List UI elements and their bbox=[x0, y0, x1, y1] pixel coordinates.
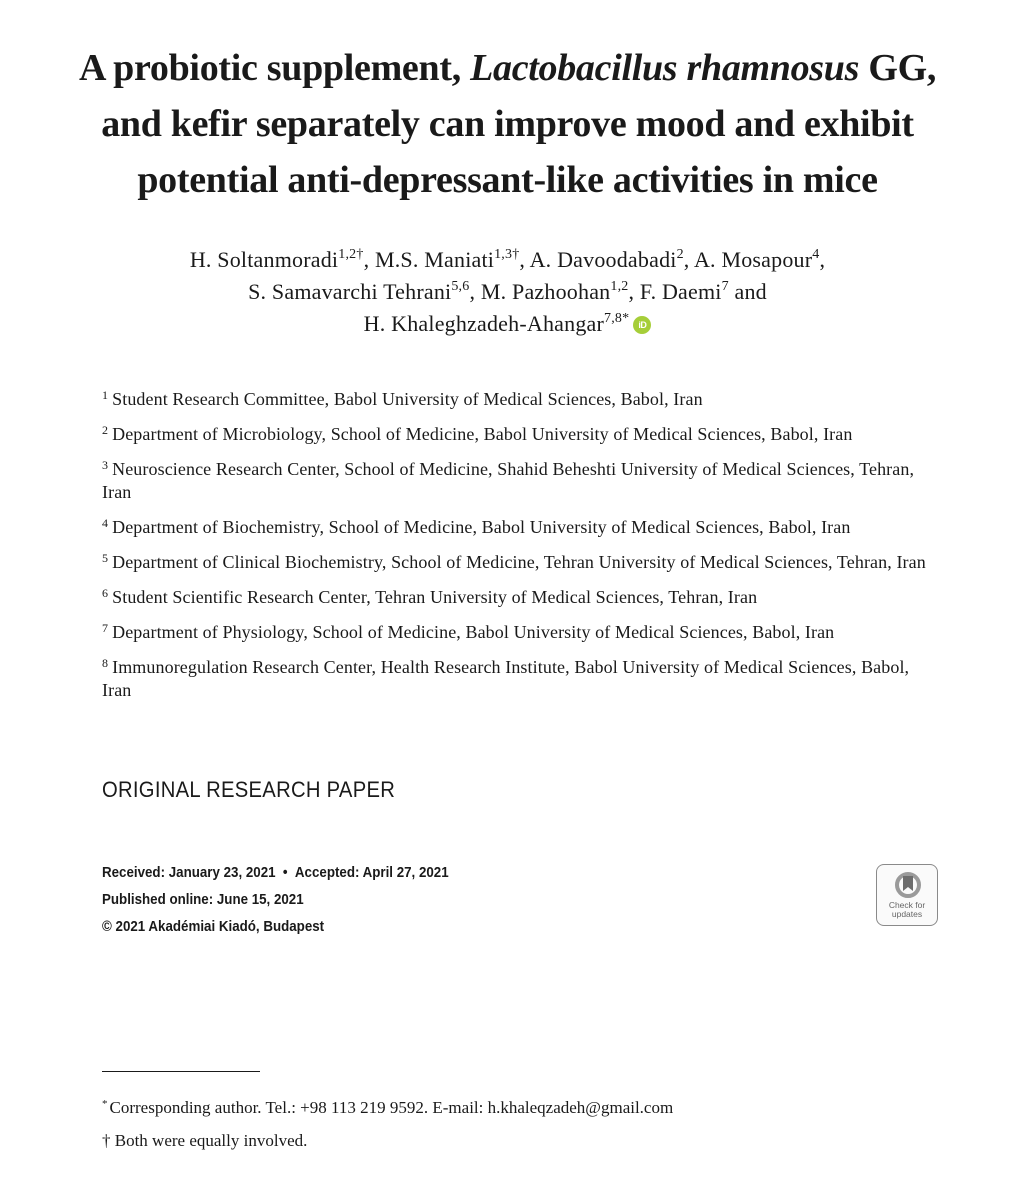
title-text: A probiotic supplement, bbox=[78, 47, 471, 89]
title-line-3: potential anti-depressant-like activities in mice bbox=[137, 159, 878, 201]
corresponding-mark: * bbox=[622, 311, 630, 326]
affiliation-item: $^8$ Immunoregulation Research Center, Health Research Institute, Babol University of Medical Sciences, Babol, Iran bbox=[102, 656, 910, 700]
author-affiliation-marks: 1,2 bbox=[610, 279, 629, 294]
title-text: GG, bbox=[859, 47, 937, 89]
affiliation-item: $^2$ Department of Microbiology, School of Medicine, Babol University of Medical Sciences, Babol, Iran bbox=[102, 423, 853, 444]
check-for-updates-label: Check for updates bbox=[888, 900, 926, 919]
paper-type-label: ORIGINAL RESEARCH PAPER bbox=[102, 777, 396, 802]
author-name: S. Samavarchi Tehrani bbox=[248, 279, 452, 304]
author-name: A. Davoodabadi bbox=[529, 247, 677, 272]
article-title bbox=[40, 40, 975, 208]
affiliation-item: $^1$ Student Research Committee, Babol University of Medical Sciences, Babol, Iran bbox=[102, 388, 703, 409]
author-affiliation-marks: 2 bbox=[676, 247, 684, 262]
footnotes bbox=[102, 1096, 932, 1162]
title-line-2: and kefir separately can improve mood and exhibit bbox=[101, 103, 914, 145]
author-affiliation-marks: 7,8* bbox=[604, 311, 630, 326]
affiliation-item: $^3$ Neuroscience Research Center, School of Medicine, Shahid Beheshti University of Medical Sciences, Tehran, Iran bbox=[102, 458, 915, 502]
check-for-updates-icon bbox=[894, 871, 922, 899]
equal-contribution-footnote: † Both were equally involved. bbox=[102, 1131, 308, 1150]
author-name: M.S. Maniati bbox=[374, 247, 495, 272]
title-species-name: Lactobacillus rhamnosus bbox=[470, 47, 860, 89]
publication-dates bbox=[102, 860, 449, 941]
affiliation-item: $^4$ Department of Biochemistry, School of Medicine, Babol University of Medical Sciences, Babol, Iran bbox=[102, 516, 851, 537]
author-line-3 bbox=[40, 308, 975, 340]
copyright-notice: © 2021 Akadémiai Kiadó, Budapest bbox=[102, 919, 325, 935]
accepted-date: Accepted: April 27, 2021 bbox=[294, 865, 449, 881]
footnote-divider bbox=[102, 1071, 260, 1072]
received-accepted-row bbox=[102, 860, 449, 887]
author-list bbox=[40, 244, 975, 340]
corresponding-author-footnote: * Corresponding author. Tel.: +98 113 219 9592. E-mail: h.khaleqzadeh@gmail.com bbox=[102, 1098, 674, 1117]
affiliation-item: $^5$ Department of Clinical Biochemistry, School of Medicine, Tehran University of Medical Sciences, Tehran, Iran bbox=[102, 551, 926, 572]
received-date: Received: January 23, 2021 bbox=[102, 865, 276, 881]
separator-bullet: • bbox=[282, 865, 288, 881]
author-line-2: S. Samavarchi Tehrani$^{5,6}$, M. Pazhoohan$^{1,2}$, F. Daemi$^7$ and bbox=[248, 279, 767, 304]
author-name: M. Pazhoohan bbox=[480, 279, 611, 304]
title-line-1 bbox=[40, 40, 975, 96]
orcid-icon[interactable]: iD bbox=[633, 316, 651, 334]
author-affiliation-marks: 1,3† bbox=[494, 247, 520, 262]
published-date: Published online: June 15, 2021 bbox=[102, 892, 304, 908]
affiliation-item: $^6$ Student Scientific Research Center, Tehran University of Medical Sciences, Tehran, Iran bbox=[102, 586, 758, 607]
affiliation-item: $^7$ Department of Physiology, School of Medicine, Babol University of Medical Sciences, Babol, Iran bbox=[102, 621, 835, 642]
author-line-1: H. Soltanmoradi$^{1,2\dagger}$, M.S. Maniati$^{1,3\dagger}$, A. Davoodabadi$^2$, A. Mosapour$^4$, bbox=[189, 247, 826, 272]
author-name: A. Mosapour bbox=[693, 247, 813, 272]
author-name: H. Soltanmoradi bbox=[189, 247, 339, 272]
author-name: F. Daemi bbox=[639, 279, 722, 304]
corresponding-author-name: H. Khaleghzadeh-Ahangar bbox=[363, 311, 605, 336]
author-affiliation-marks: 5,6 bbox=[451, 279, 470, 294]
check-for-updates-button[interactable] bbox=[876, 864, 938, 926]
author-affiliation-marks: 7 bbox=[721, 279, 729, 294]
author-affiliation-marks: 4 bbox=[812, 247, 820, 262]
affiliation-list bbox=[102, 388, 932, 714]
author-affiliation-marks: 1,2† bbox=[338, 247, 364, 262]
